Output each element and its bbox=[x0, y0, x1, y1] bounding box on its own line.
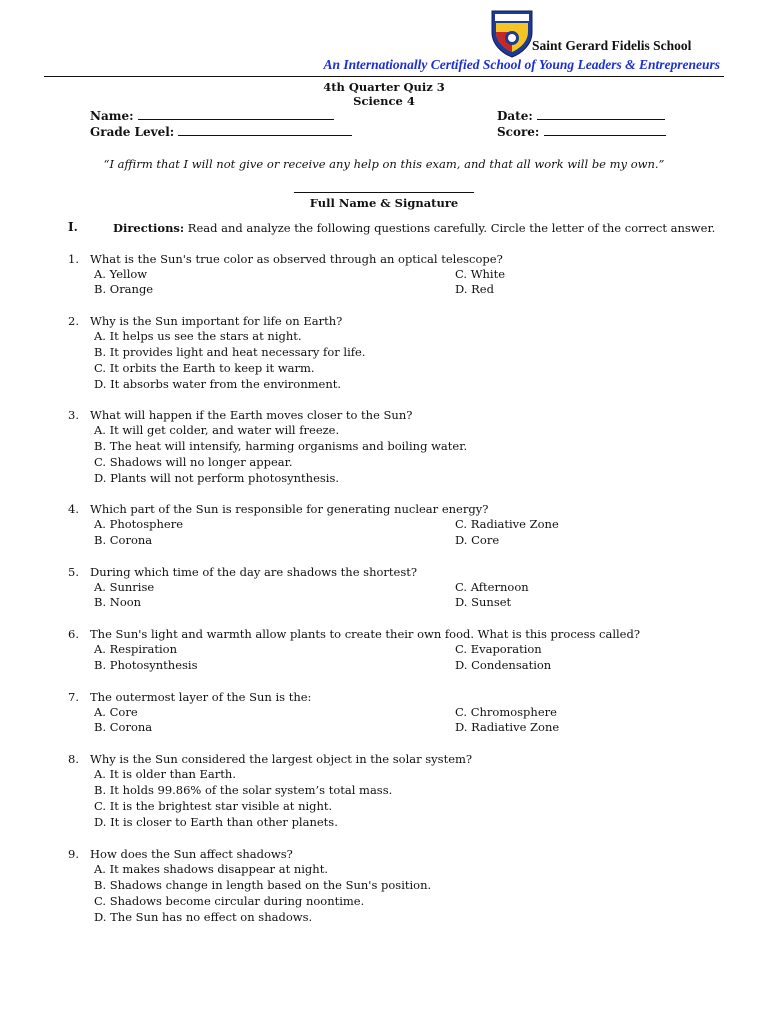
option-b[interactable]: B. It holds 99.86% of the solar system’s total mass. bbox=[94, 783, 393, 797]
section-number: I. bbox=[68, 220, 78, 234]
school-logo bbox=[490, 8, 534, 58]
option-d[interactable]: D. The Sun has no effect on shadows. bbox=[94, 910, 313, 924]
option-c[interactable]: C. Shadows will no longer appear. bbox=[94, 455, 293, 469]
option-d[interactable]: D. Plants will not perform photosynthesis. bbox=[94, 471, 340, 485]
question-text: What will happen if the Earth moves closer to the Sun? bbox=[90, 408, 413, 422]
option-d[interactable]: D. Condensation bbox=[455, 658, 552, 672]
directions bbox=[113, 220, 723, 236]
option-c[interactable]: C. Radiative Zone bbox=[455, 517, 559, 531]
directions-label: Directions: bbox=[113, 221, 185, 235]
question-text: Why is the Sun considered the largest object in the solar system? bbox=[90, 752, 473, 766]
score-label: Score: bbox=[497, 125, 540, 139]
option-d[interactable]: D. Radiative Zone bbox=[455, 720, 560, 734]
option-b[interactable]: B. Noon bbox=[94, 595, 142, 609]
score-blank[interactable] bbox=[544, 124, 666, 136]
option-b[interactable]: B. Photosynthesis bbox=[94, 658, 198, 672]
option-b[interactable]: B. It provides light and heat necessary for life. bbox=[94, 345, 366, 359]
question-text: The outermost layer of the Sun is the: bbox=[90, 690, 312, 704]
option-d[interactable]: D. Core bbox=[455, 533, 500, 547]
question-6 bbox=[68, 627, 748, 673]
option-d[interactable]: D. It absorbs water from the environment. bbox=[94, 377, 342, 391]
option-c[interactable]: C. Afternoon bbox=[455, 580, 529, 594]
option-b[interactable]: B. The heat will intensify, harming organisms and boiling water. bbox=[94, 439, 468, 453]
option-b[interactable]: B. Corona bbox=[94, 720, 153, 734]
option-c[interactable]: C. It orbits the Earth to keep it warm. bbox=[94, 361, 315, 375]
option-c[interactable]: C. White bbox=[455, 267, 506, 281]
option-b[interactable]: B. Orange bbox=[94, 282, 154, 296]
option-a[interactable]: A. Yellow bbox=[94, 267, 148, 281]
option-a[interactable]: A. Sunrise bbox=[94, 580, 155, 594]
option-a[interactable]: A. Respiration bbox=[94, 642, 178, 656]
option-a[interactable]: A. Photosphere bbox=[94, 517, 184, 531]
score-field bbox=[497, 124, 666, 139]
quiz-subject: Science 4 bbox=[353, 94, 415, 108]
option-c[interactable]: C. Chromosphere bbox=[455, 705, 557, 719]
grade-level-field bbox=[90, 124, 352, 139]
question-text: Which part of the Sun is responsible for generating nuclear energy? bbox=[90, 502, 489, 516]
option-a[interactable]: A. It is older than Earth. bbox=[94, 767, 236, 781]
question-9 bbox=[68, 847, 748, 923]
question-number: 9. bbox=[68, 847, 79, 861]
question-2 bbox=[68, 314, 748, 390]
question-text: What is the Sun's true color as observed through an optical telescope? bbox=[90, 252, 503, 266]
question-8 bbox=[68, 752, 748, 828]
date-label: Date: bbox=[497, 109, 533, 123]
option-c[interactable]: C. Evaporation bbox=[455, 642, 542, 656]
date-field bbox=[497, 108, 665, 123]
affirmation-statement: “I affirm that I will not give or receive any help on this exam, and that all work will be my own.” bbox=[103, 157, 665, 171]
question-number: 6. bbox=[68, 627, 79, 641]
directions-text: Read and analyze the following questions carefully. Circle the letter of the correct answer. bbox=[184, 221, 716, 235]
school-tagline: An Internationally Certified School of Young Leaders & Entrepreneurs bbox=[323, 57, 720, 72]
option-b[interactable]: B. Corona bbox=[94, 533, 153, 547]
header-divider bbox=[44, 76, 724, 77]
question-text: Why is the Sun important for life on Earth? bbox=[90, 314, 343, 328]
signature-label: Full Name & Signature bbox=[309, 196, 459, 210]
question-7 bbox=[68, 690, 748, 736]
question-number: 4. bbox=[68, 502, 79, 516]
option-d[interactable]: D. Sunset bbox=[455, 595, 512, 609]
option-a[interactable]: A. Core bbox=[94, 705, 138, 719]
option-d[interactable]: D. Red bbox=[455, 282, 494, 296]
option-a[interactable]: A. It makes shadows disappear at night. bbox=[94, 862, 328, 876]
question-3 bbox=[68, 408, 748, 484]
grade-level-blank[interactable] bbox=[178, 124, 352, 136]
name-label: Name: bbox=[90, 109, 134, 123]
question-text: During which time of the day are shadows the shortest? bbox=[90, 565, 418, 579]
option-c[interactable]: C. It is the brightest star visible at night. bbox=[94, 799, 333, 813]
question-number: 8. bbox=[68, 752, 79, 766]
question-number: 7. bbox=[68, 690, 79, 704]
school-name: Saint Gerard Fidelis School bbox=[532, 38, 692, 53]
question-number: 1. bbox=[68, 252, 79, 266]
option-d[interactable]: D. It is closer to Earth than other planets. bbox=[94, 815, 338, 829]
option-a[interactable]: A. It will get colder, and water will freeze. bbox=[94, 423, 340, 437]
option-c[interactable]: C. Shadows become circular during noontime. bbox=[94, 894, 365, 908]
option-b[interactable]: B. Shadows change in length based on the Sun's position. bbox=[94, 878, 432, 892]
question-text: How does the Sun affect shadows? bbox=[90, 847, 293, 861]
question-4 bbox=[68, 502, 748, 548]
question-1 bbox=[68, 252, 748, 298]
signature-line[interactable] bbox=[294, 192, 474, 193]
name-field bbox=[90, 108, 334, 123]
question-5 bbox=[68, 565, 748, 611]
quiz-title-block bbox=[0, 80, 768, 108]
question-number: 5. bbox=[68, 565, 79, 579]
grade-level-label: Grade Level: bbox=[90, 125, 175, 139]
name-blank[interactable] bbox=[138, 108, 334, 120]
question-text: The Sun's light and warmth allow plants to create their own food. What is this process called? bbox=[90, 627, 641, 641]
question-number: 2. bbox=[68, 314, 79, 328]
date-blank[interactable] bbox=[537, 108, 665, 120]
option-a[interactable]: A. It helps us see the stars at night. bbox=[94, 329, 302, 343]
question-number: 3. bbox=[68, 408, 79, 422]
quiz-title: 4th Quarter Quiz 3 bbox=[323, 80, 445, 94]
